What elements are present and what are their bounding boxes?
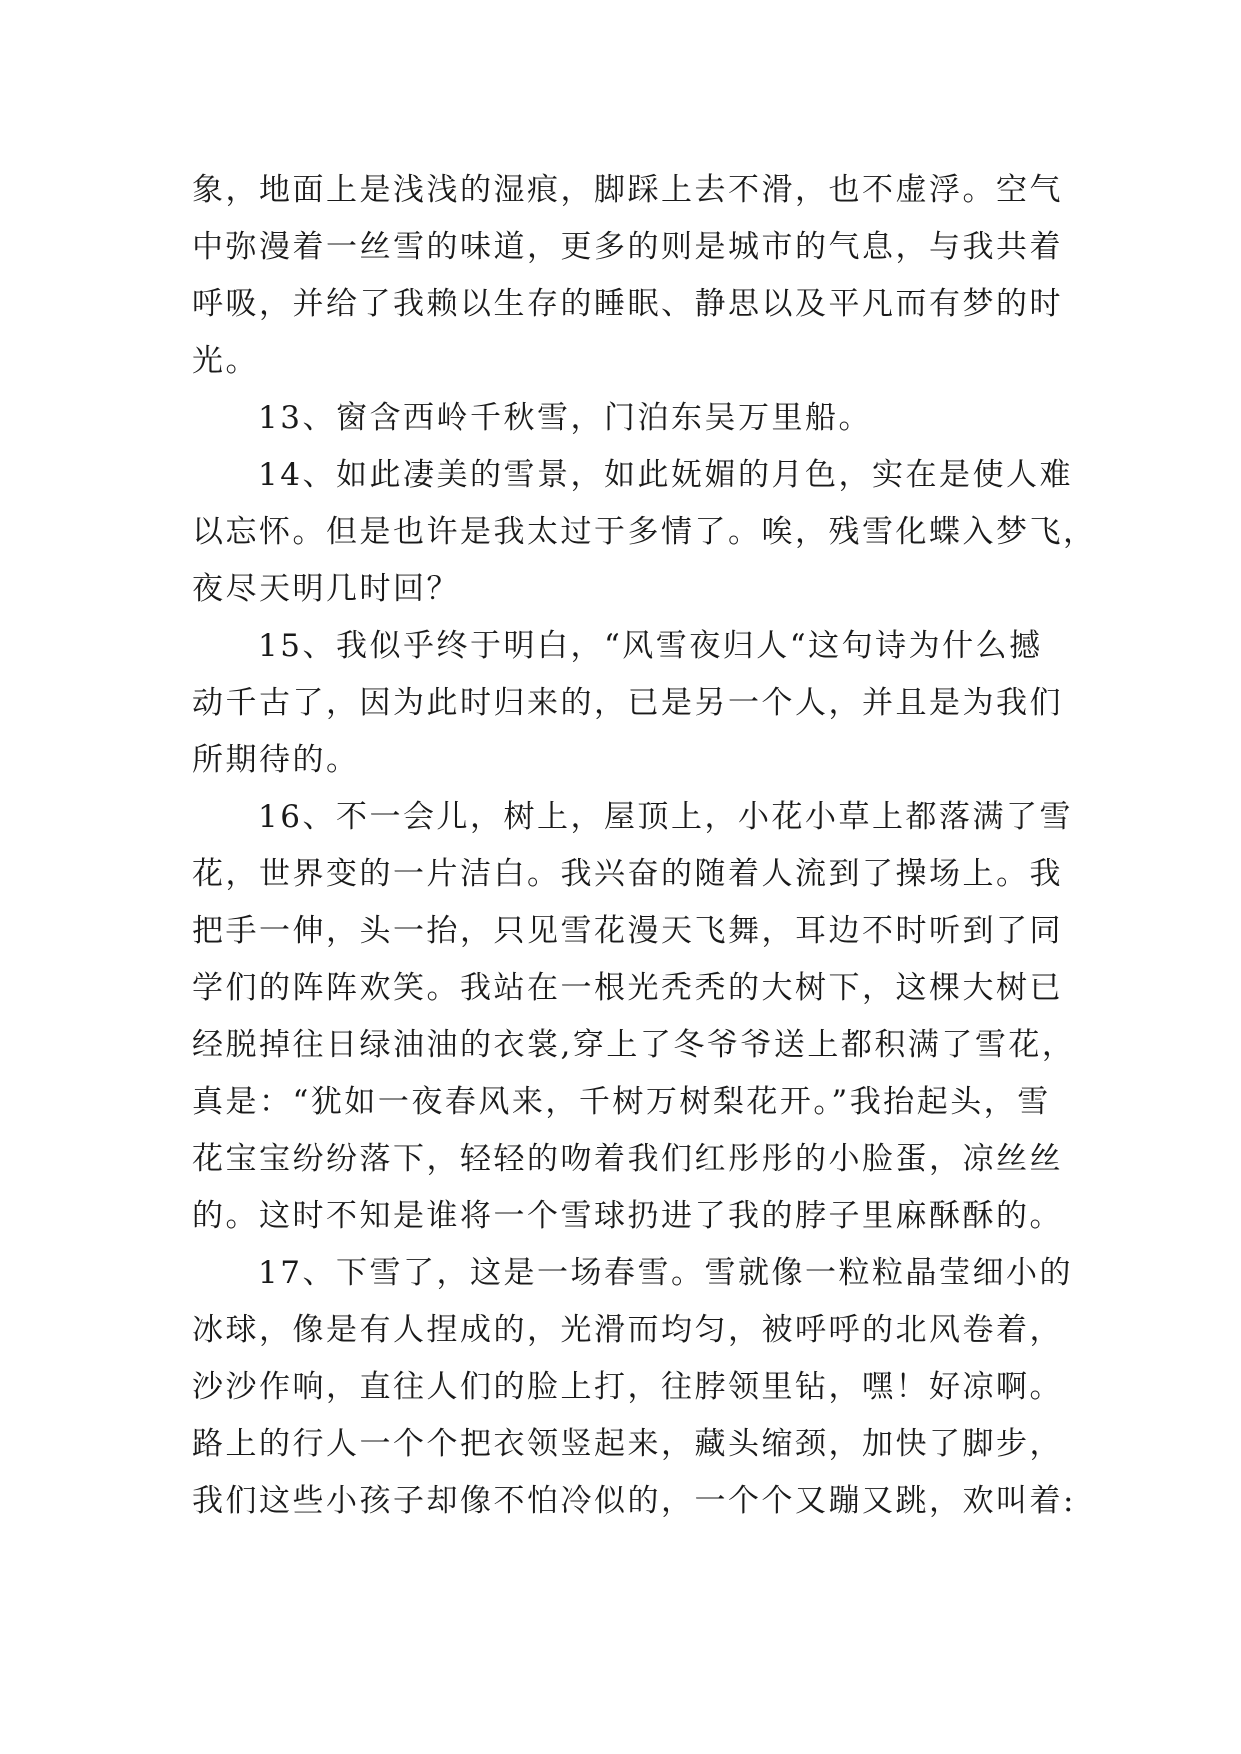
- text-line: 14、如此凄美的雪景，如此妩媚的月色，实在是使人难: [258, 457, 1073, 493]
- paragraph-15: [192, 618, 1063, 789]
- text-line: 光。: [192, 343, 259, 379]
- text-line: 花，世界变的一片洁白。我兴奋的随着人流到了操场上。我: [192, 856, 1063, 892]
- text-line: 象，地面上是浅浅的湿痕，脚踩上去不滑，也不虚浮。空气: [192, 172, 1063, 208]
- paragraph-13: [192, 390, 1058, 447]
- text-line: 所期待的。: [192, 742, 360, 778]
- text-line: 13、窗含西岭千秋雪，门泊东吴万里船。: [258, 400, 872, 436]
- text-line: 路上的行人一个个把衣领竖起来，藏头缩颈，加快了脚步，: [192, 1426, 1063, 1462]
- text-line: 冰球，像是有人捏成的，光滑而均匀，被呼呼的北风卷着，: [192, 1312, 1063, 1348]
- document-body: [192, 162, 1097, 1530]
- text-line: 真是：“犹如一夜春风来，千树万树梨花开。”我抬起头，雪: [192, 1084, 1051, 1120]
- text-line: 我们这些小孩子却像不怕冷似的，一个个又蹦又跳，欢叫着:: [192, 1483, 1076, 1519]
- text-line: 把手一伸，头一抬，只见雪花漫天飞舞，耳边不时听到了同: [192, 913, 1063, 949]
- text-line: 16、不一会儿，树上，屋顶上，小花小草上都落满了雪: [258, 799, 1073, 835]
- text-line: 以忘怀。但是也许是我太过于多情了。唉，残雪化蝶入梦飞，: [192, 514, 1097, 550]
- paragraph-14: [192, 447, 1097, 618]
- text-line: 经脱掉往日绿油油的衣裳,穿上了冬爷爷送上都积满了雪花，: [192, 1027, 1076, 1063]
- text-line: 17、下雪了，这是一场春雪。雪就像一粒粒晶莹细小的: [258, 1255, 1073, 1291]
- text-line: 花宝宝纷纷落下，轻轻的吻着我们红彤彤的小脸蛋，凉丝丝: [192, 1141, 1063, 1177]
- text-line: 学们的阵阵欢笑。我站在一根光秃秃的大树下，这棵大树已: [192, 970, 1063, 1006]
- text-line: 中弥漫着一丝雪的味道，更多的则是城市的气息，与我共着: [192, 229, 1063, 265]
- paragraph-17: [192, 1245, 1076, 1530]
- paragraph-16: [192, 789, 1076, 1245]
- text-line: 15、我似乎终于明白，“风雪夜归人“这句诗为什么撼: [258, 628, 1043, 664]
- text-line: 的。这时不知是谁将一个雪球扔进了我的脖子里麻酥酥的。: [192, 1198, 1063, 1234]
- paragraph-continuation: [192, 162, 1063, 390]
- text-line: 夜尽天明几时回？: [192, 571, 460, 607]
- text-line: 呼吸，并给了我赖以生存的睡眠、静思以及平凡而有梦的时: [192, 286, 1063, 322]
- text-line: 沙沙作响，直往人们的脸上打，往脖领里钻，嘿！好凉啊。: [192, 1369, 1063, 1405]
- text-line: 动千古了，因为此时归来的，已是另一个人，并且是为我们: [192, 685, 1063, 721]
